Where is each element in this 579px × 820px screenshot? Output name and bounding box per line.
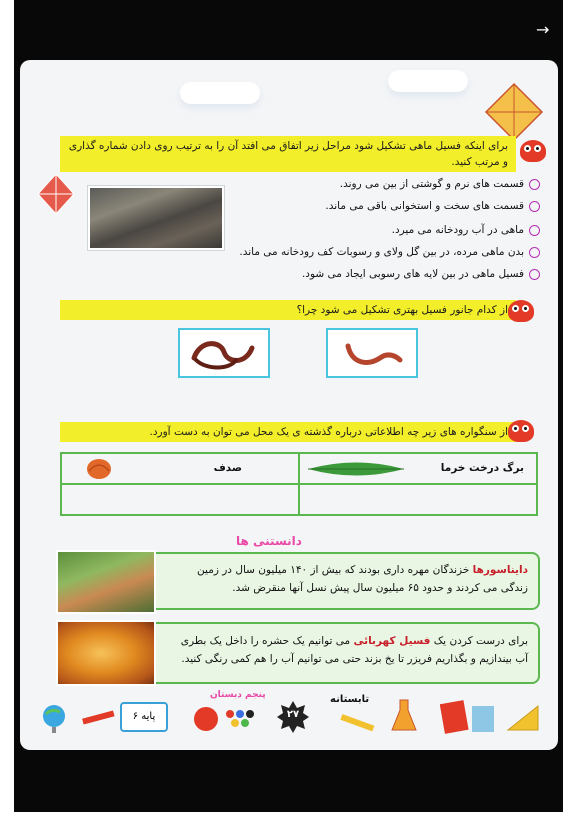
radio-button[interactable] [529,179,540,190]
grade-badge: ۶ پایه [120,702,168,732]
question-1-bar: برای اینکه فسیل ماهی تشکیل شود مراحل زیر اتفاق می افتد آن را به ترتیب روی دادن شماره گذاری و مرتب کنید. [60,136,516,172]
palm-leaf-icon [306,460,406,478]
fact-highlight: فسیل کهربائی [353,635,431,647]
pencil-icon [80,706,120,726]
shell-icon [86,457,112,481]
fossil-table [60,452,538,516]
page-number: ۲۷ [286,709,300,720]
globe-icon [40,702,68,734]
fact-box-amber: برای درست کردن یک فسیل کهربائی می توانیم یک حشره را داخل یک بطری آب بیندازیم و بگذاریم فریزر تا یخ بزند حتی می توانیم آب را هم کمی رنگی کنید. [60,622,540,684]
mascot-icon [508,300,534,322]
snake-icon [180,330,268,376]
arrow-right-icon[interactable]: → [536,20,550,39]
worksheet-page [20,60,558,750]
flask-icon [390,698,418,734]
table-cell: صدف [61,453,299,484]
radio-button[interactable] [529,225,540,236]
worm-image-box[interactable] [326,328,418,378]
question-2-bar: از کدام جانور فسیل بهتری تشکیل می شود چرا؟ [60,300,516,320]
snake-image-box[interactable] [178,328,270,378]
answer-cell[interactable] [299,484,537,515]
option-item[interactable]: قسمت های نرم و گوشتی از بین می روند. [340,178,540,190]
fact-box-dinosaurs: دایناسورها خزندگان مهره داری بودند که بیش از ۱۴۰ میلیون سال در زمین زندگی می کردند و حدود ۶۵ میلیون سال پیش نسل آنها منقرض شد. [60,552,540,610]
fact-highlight: دایناسورها [472,564,528,576]
book-icon [440,700,470,734]
facts-title: دانستنی ها [236,534,302,548]
kite-icon [34,172,78,218]
grade-label: پنجم دبستان [210,690,266,700]
summer-label: تابستانه [330,694,370,705]
radio-button[interactable] [529,201,540,212]
footer-decorations [20,690,558,750]
pencil-icon [338,714,378,734]
apple-icon [192,704,220,732]
dinosaur-image [56,550,156,614]
cloud-decoration [388,70,468,92]
radio-button[interactable] [529,247,540,258]
cloud-decoration [180,82,260,104]
option-item[interactable]: بدن ماهی مرده، در بین گل ولای و رسوبات کف رودخانه می ماند. [239,246,540,258]
notebook-icon [470,704,496,734]
ruler-triangle-icon [506,704,540,732]
fish-fossil-photo [88,186,224,250]
radio-button[interactable] [529,269,540,280]
answer-cell[interactable] [61,484,299,515]
mascot-icon [520,140,546,162]
paint-palette-icon [224,708,260,728]
table-cell: برگ درخت خرما [299,453,537,484]
question-3-bar: از سنگواره های زیر چه اطلاعاتی درباره گذشته ی یک محل می توان به دست آورد. [60,422,516,442]
mascot-icon [508,420,534,442]
amber-fossil-image [56,620,156,686]
option-item[interactable]: قسمت های سخت و استخوانی باقی می ماند. [325,200,540,212]
worm-icon [328,330,416,376]
option-item[interactable]: فسیل ماهی در بین لایه های رسوبی ایجاد می شود. [302,268,540,280]
option-item[interactable]: ماهی در آب رودخانه می میرد. [392,224,540,236]
